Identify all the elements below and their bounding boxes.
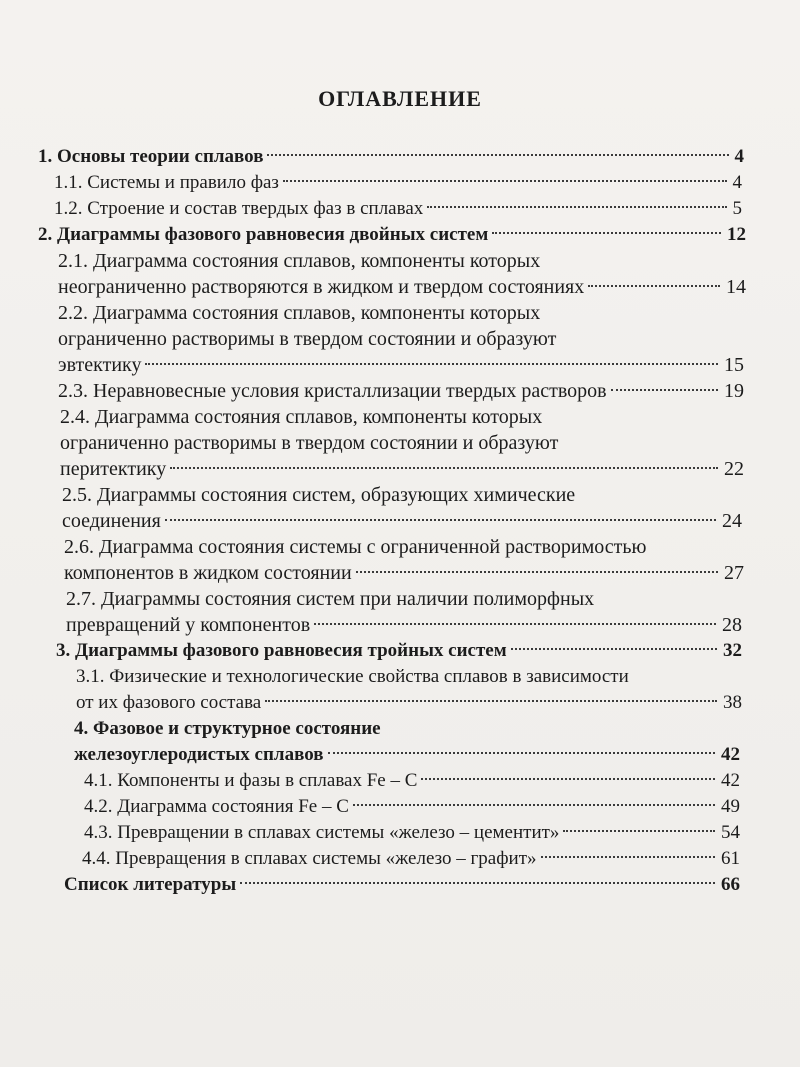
leader-dots bbox=[511, 648, 717, 650]
toc-page-number: 42 bbox=[721, 744, 740, 765]
toc-page-number: 15 bbox=[724, 354, 744, 376]
leader-dots bbox=[356, 571, 718, 573]
toc-entry-text: 1. Основы теории сплавов bbox=[38, 146, 264, 167]
toc-page-number: 14 bbox=[726, 276, 746, 298]
toc-entry-text: 3. Диаграммы фазового равновесия тройных систем bbox=[56, 640, 507, 661]
toc-page-number: 54 bbox=[721, 822, 740, 843]
toc-page-number: 32 bbox=[723, 640, 742, 661]
leader-dots bbox=[611, 389, 718, 391]
toc-entry-text: 2.6. Диаграмма состояния системы с ограниченной растворимостью bbox=[64, 536, 647, 558]
leader-dots bbox=[314, 623, 716, 625]
toc-entry-text: перитектику bbox=[60, 458, 167, 480]
toc-page-number: 19 bbox=[724, 380, 744, 402]
toc-entry-text: 4.4. Превращения в сплавах системы «железо – графит» bbox=[82, 848, 537, 869]
leader-dots bbox=[165, 519, 716, 521]
toc-entry-text: ограниченно растворимы в твердом состоянии и образуют bbox=[58, 328, 557, 350]
toc-entry-text: 2.4. Диаграмма состояния сплавов, компоненты которых bbox=[60, 406, 543, 428]
toc-page-number: 24 bbox=[722, 510, 742, 532]
toc-entry-text: 2.3. Неравновесные условия кристаллизации твердых растворов bbox=[58, 380, 607, 402]
toc-entry-4-1 bbox=[84, 768, 740, 794]
toc-entry-2-2 bbox=[58, 300, 744, 378]
leader-dots bbox=[240, 882, 715, 884]
toc-entry-text: 3.1. Физические и технологические свойства сплавов в зависимости bbox=[76, 666, 629, 687]
toc-entry-text: 4. Фазовое и структурное состояние bbox=[74, 718, 381, 739]
leader-dots bbox=[421, 778, 715, 780]
leader-dots bbox=[353, 804, 715, 806]
toc-entry-2-1 bbox=[58, 248, 746, 300]
leader-dots bbox=[492, 232, 721, 234]
leader-dots bbox=[563, 830, 715, 832]
leader-dots bbox=[170, 467, 718, 469]
toc-entry-text: 4.3. Превращении в сплавах системы «железо – цементит» bbox=[84, 822, 560, 843]
page-title: ОГЛАВЛЕНИЕ bbox=[318, 86, 482, 111]
toc-page-number: 61 bbox=[721, 848, 740, 869]
toc-entry-4-3 bbox=[84, 820, 740, 846]
toc-page-number: 49 bbox=[721, 796, 740, 817]
toc-entry-text: от их фазового состава bbox=[76, 692, 262, 713]
toc-entry-3-1 bbox=[76, 664, 742, 716]
toc-entry-text: превращений у компонентов bbox=[66, 614, 311, 636]
leader-dots bbox=[541, 856, 715, 858]
toc-page-number: 28 bbox=[722, 614, 742, 636]
toc-entry-text: ограниченно растворимы в твердом состоянии и образуют bbox=[60, 432, 559, 454]
toc-page-number: 4 bbox=[732, 172, 742, 193]
toc-entry-text: 2. Диаграммы фазового равновесия двойных систем bbox=[38, 224, 489, 245]
toc-page-number: 5 bbox=[732, 198, 742, 219]
toc-page-number: 66 bbox=[721, 874, 740, 895]
toc-entry-text: 2.5. Диаграммы состояния систем, образующих химические bbox=[62, 484, 576, 506]
toc-entry-text: 2.7. Диаграммы состояния систем при наличии полиморфных bbox=[66, 588, 595, 610]
toc-entry-2-7 bbox=[66, 586, 742, 638]
toc-entry-2-3 bbox=[58, 378, 744, 404]
leader-dots bbox=[328, 752, 716, 754]
toc-entry-text: 4.2. Диаграмма состояния Fe – C bbox=[84, 796, 349, 817]
toc-entry-3 bbox=[56, 638, 742, 664]
toc-entry-text: 4.1. Компоненты и фазы в сплавах Fe – C bbox=[84, 770, 418, 791]
toc-entry-text: 1.1. Системы и правило фаз bbox=[54, 172, 279, 193]
table-of-contents bbox=[0, 144, 800, 898]
toc-entry-text: соединения bbox=[62, 510, 161, 532]
toc-entry-text: компонентов в жидком состоянии bbox=[64, 562, 352, 584]
toc-page-number: 22 bbox=[724, 458, 744, 480]
toc-entry-2-6 bbox=[64, 534, 744, 586]
toc-page-number: 27 bbox=[724, 562, 744, 584]
toc-entry-4-2 bbox=[84, 794, 740, 820]
toc-page-number: 12 bbox=[727, 224, 746, 245]
toc-entry-text: Список литературы bbox=[64, 874, 237, 895]
toc-entry-1-2 bbox=[54, 196, 742, 222]
leader-dots bbox=[588, 285, 720, 287]
leader-dots bbox=[283, 180, 727, 182]
toc-entry-text: 2.1. Диаграмма состояния сплавов, компоненты которых bbox=[58, 250, 541, 272]
toc-entry-references bbox=[64, 872, 740, 898]
toc-entry-2 bbox=[38, 222, 746, 248]
toc-entry-4-4 bbox=[82, 846, 740, 872]
toc-page-number: 38 bbox=[723, 692, 742, 713]
toc-entry-text: неограниченно растворяются в жидком и твердом состояниях bbox=[58, 276, 585, 298]
leader-dots bbox=[265, 700, 717, 702]
leader-dots bbox=[427, 206, 726, 208]
toc-entry-2-4 bbox=[60, 404, 744, 482]
toc-entry-2-5 bbox=[62, 482, 742, 534]
toc-entry-text: железоуглеродистых сплавов bbox=[74, 744, 324, 765]
toc-entry-1-1 bbox=[54, 170, 742, 196]
toc-page-number: 4 bbox=[734, 146, 744, 167]
toc-entry-text: эвтектику bbox=[58, 354, 142, 376]
leader-dots bbox=[267, 154, 728, 156]
toc-entry-text: 2.2. Диаграмма состояния сплавов, компоненты которых bbox=[58, 302, 541, 324]
toc-entry-4 bbox=[74, 716, 740, 768]
toc-page-number: 42 bbox=[721, 770, 740, 791]
leader-dots bbox=[145, 363, 718, 365]
toc-entry-1 bbox=[38, 144, 744, 170]
toc-entry-text: 1.2. Строение и состав твердых фаз в сплавах bbox=[54, 198, 424, 219]
